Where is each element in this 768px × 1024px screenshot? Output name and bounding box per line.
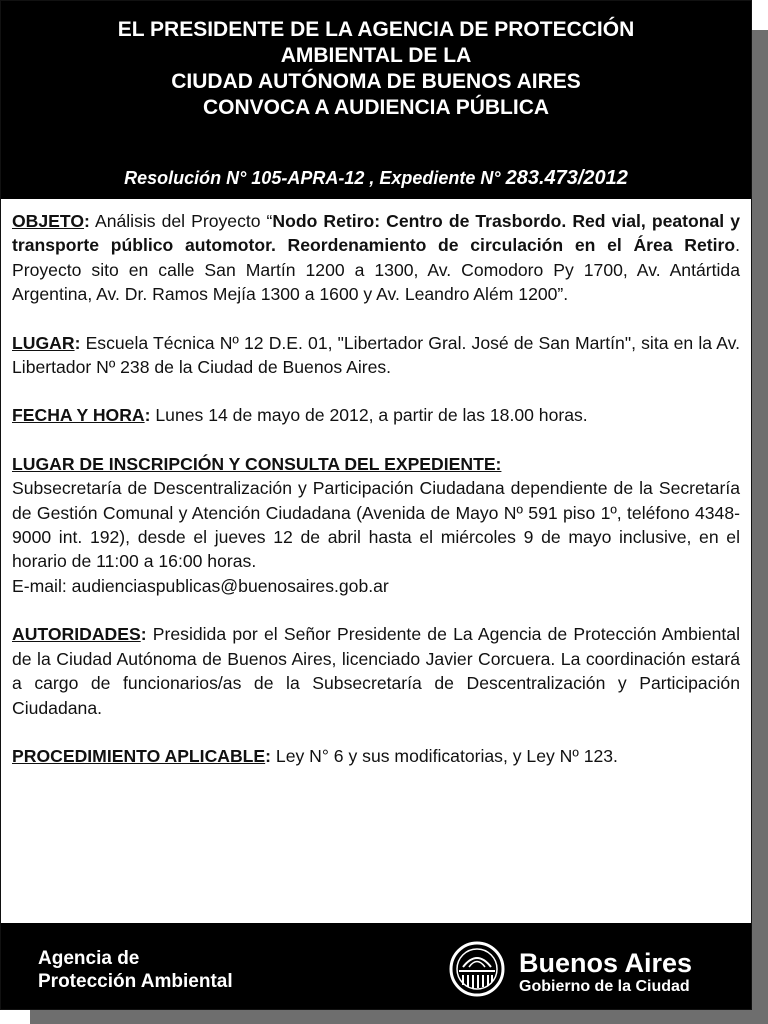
title-line: AMBIENTAL DE LA <box>280 44 472 67</box>
project-name: Nodo Retiro: Centro de Trasbordo. Red vial, peatonal y transporte público automotor. Reordenamiento de circulación en el Área Retiro <box>12 211 740 256</box>
fecha-text: Lunes 14 de mayo de 2012, a partir de las 18.00 horas. <box>155 405 588 426</box>
notice-header <box>1 1 751 199</box>
section-label: PROCEDIMIENTO APLICABLE <box>12 745 266 766</box>
section-fecha-hora: FECHA Y HORA: Lunes 14 de mayo de 2012, a partir de las 18.00 horas. <box>12 405 588 426</box>
agency-line: Agencia de <box>38 948 140 969</box>
section-label: AUTORIDADES <box>12 624 141 645</box>
objeto-intro: Análisis del Proyecto “ <box>94 211 273 231</box>
objeto-rest: . Proyecto sito en calle San Martín 1200 a 1300, Av. Comodoro Py 1700, Av. Antártida Argentina, Av. Dr. Ramos Mejía 1300 a 1600 y Av. Leandro Além 1200”. <box>12 235 740 305</box>
lugar-text: Escuela Técnica Nº 12 D.E. 01, "Libertador Gral. José de San Martín", sita en la Av. Libertador Nº 238 de la Ciudad de Buenos Aires. <box>12 332 740 378</box>
city-name: Buenos Aires <box>519 948 693 978</box>
title-line: EL PRESIDENTE DE LA AGENCIA DE PROTECCIÓN <box>117 18 635 41</box>
section-procedimiento: PROCEDIMIENTO APLICABLE: Ley N° 6 y sus modificatorias, y Ley Nº 123. <box>12 745 618 766</box>
city-subtitle: Gobierno de la Ciudad <box>519 978 690 995</box>
expediente-number: 283.473/2012 <box>505 167 628 189</box>
buenos-aires-city-emblem-icon <box>449 941 505 997</box>
title-line: CIUDAD AUTÓNOMA DE BUENOS AIRES <box>171 70 581 93</box>
inscripcion-text: Subsecretaría de Descentralización y Participación Ciudadana dependiente de la Secretaría de Gestión Comunal y Atención Ciudadana (Avenida de Mayo Nº 591 piso 1º, teléfono 4348-9000 int. 192), desde el jueves 12 de abril hasta el miércoles 9 de mayo inclusive, en el horario de 11:00 a 16:00 horas. <box>12 478 740 572</box>
notice-body <box>12 209 740 792</box>
section-autoridades: AUTORIDADES: Presidida por el Señor Presidente de La Agencia de Protección Ambiental de la Ciudad Autónoma de Buenos Aires, licenciado Javier Corcuera. La coordinación estará a cargo de funcionarios/as de la Subsecretaría de Descentralización y Participación Ciudadana. <box>12 624 740 718</box>
section-lugar: LUGAR: Escuela Técnica Nº 12 D.E. 01, "Libertador Gral. José de San Martín", sita en la Av. Libertador Nº 238 de la Ciudad de Buenos Aires. <box>12 332 740 378</box>
title-line: CONVOCA A AUDIENCIA PÚBLICA <box>202 96 550 119</box>
contact-email: E-mail: audienciaspublicas@buenosaires.gob.ar <box>12 575 389 596</box>
section-label: OBJETO <box>12 211 85 231</box>
notice-footer <box>1 923 751 1009</box>
section-label: FECHA Y HORA <box>12 405 145 426</box>
notice-title <box>1 1 751 121</box>
resolution-line <box>1 167 751 190</box>
section-label: LUGAR DE INSCRIPCIÓN Y CONSULTA DEL EXPEDIENTE: <box>12 453 502 474</box>
section-label: LUGAR <box>12 332 75 353</box>
agency-line: Protección Ambiental <box>38 971 233 992</box>
section-objeto: OBJETO: Análisis del Proyecto “Nodo Retiro: Centro de Trasbordo. Red vial, peatonal y transporte público automotor. Reordenamiento de circulación en el Área Retiro. Proyecto sito en calle San Martín 1200 a 1300, Av. Comodoro Py 1700, Av. Antártida Argentina, Av. Dr. Ramos Mejía 1300 a 1600 y Av. Leandro Além 1200”. <box>12 211 740 305</box>
resolution-text: Resolución N° 105-APRA-12 , Expediente N° <box>124 168 506 188</box>
autoridades-text: Presidida por el Señor Presidente de La Agencia de Protección Ambiental de la Ciudad Autónoma de Buenos Aires, licenciado Javier Corcuera. La coordinación estará a cargo de funcionarios/as de la Subsecretaría de Descentralización y Participación Ciudadana. <box>12 624 740 718</box>
agency-name <box>38 947 233 993</box>
procedimiento-text: Ley N° 6 y sus modificatorias, y Ley Nº 123. <box>275 745 618 766</box>
city-branding <box>519 949 692 997</box>
section-inscripcion <box>12 452 740 598</box>
